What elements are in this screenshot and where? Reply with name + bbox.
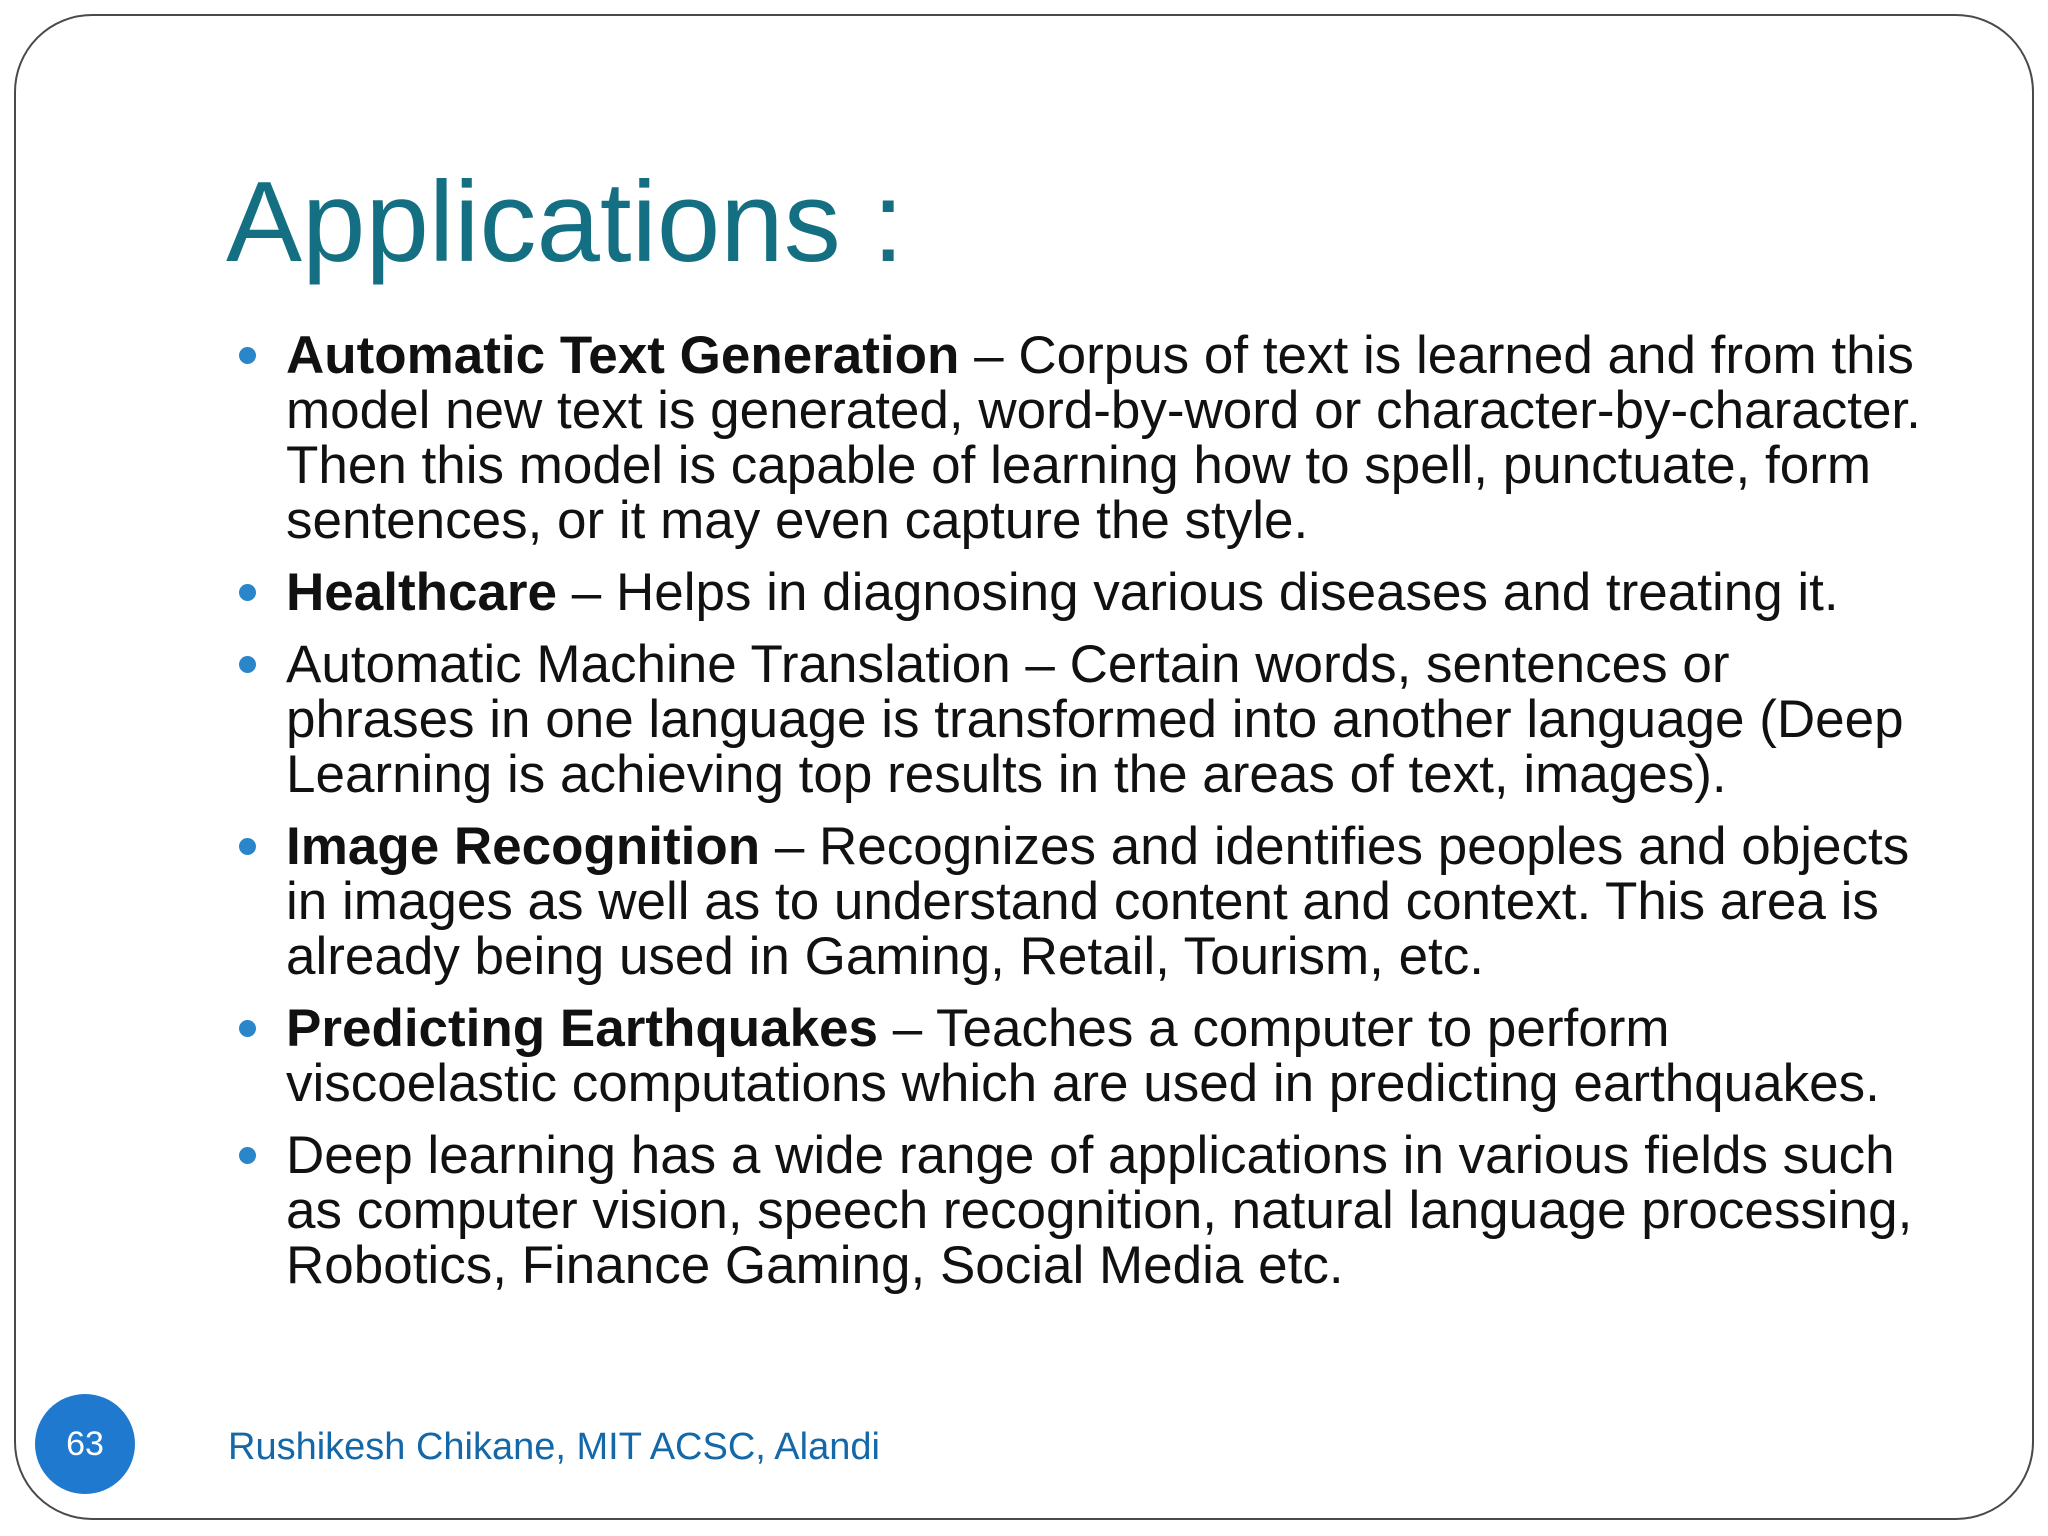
bullet-image-recognition bbox=[226, 819, 1926, 984]
bullet-list bbox=[226, 328, 1926, 1310]
bullet-dot-icon bbox=[239, 1147, 256, 1164]
page-number: 63 bbox=[66, 1424, 104, 1463]
slide bbox=[14, 14, 2034, 1520]
bullet-heading: Predicting Earthquakes bbox=[286, 999, 879, 1058]
bullet-predicting-earthquakes bbox=[226, 1001, 1926, 1111]
bullet-dot-icon bbox=[239, 656, 256, 673]
bullet-healthcare bbox=[226, 565, 1926, 620]
bullet-heading: Image Recognition bbox=[286, 817, 761, 876]
bullet-dot-icon bbox=[239, 584, 256, 601]
footer-author: Rushikesh Chikane, MIT ACSC, Alandi bbox=[228, 1426, 880, 1468]
bullet-dot-icon bbox=[239, 347, 256, 364]
bullet-text: – Teaches a computer to perform viscoelastic computations which are used in predicting earthquakes. bbox=[286, 999, 1880, 1113]
bullet-dot-icon bbox=[239, 1020, 256, 1037]
bullet-text: – Helps in diagnosing various diseases and treating it. bbox=[557, 563, 1839, 622]
slide-title: Applications : bbox=[226, 159, 905, 286]
bullet-text: – Recognizes and identifies peoples and objects in images as well as to understand content and context. This area is already being used in Gaming, Retail, Tourism, etc. bbox=[286, 817, 1910, 986]
page-number-badge bbox=[35, 1394, 135, 1494]
bullet-heading: Healthcare bbox=[286, 563, 558, 622]
bullet-dot-icon bbox=[239, 838, 256, 855]
bullet-machine-translation bbox=[226, 637, 1926, 802]
bullet-text: – Corpus of text is learned and from this model new text is generated, word-by-word or character-by-character. Then this model is capable of learning how to spell, punctuate, form sentences, or it may even capture the style. bbox=[286, 326, 1921, 550]
bullet-automatic-text-generation bbox=[226, 328, 1926, 548]
bullet-heading: Automatic Text Generation bbox=[286, 326, 960, 385]
bullet-text: Automatic Machine Translation – Certain words, sentences or phrases in one language is transformed into another language (Deep Learning is achieving top results in the areas of text, images). bbox=[286, 635, 1904, 804]
bullet-deep-learning-fields bbox=[226, 1128, 1926, 1293]
bullet-text: Deep learning has a wide range of applications in various fields such as computer vision, speech recognition, natural language processing, Robotics, Finance Gaming, Social Media etc. bbox=[286, 1126, 1913, 1295]
